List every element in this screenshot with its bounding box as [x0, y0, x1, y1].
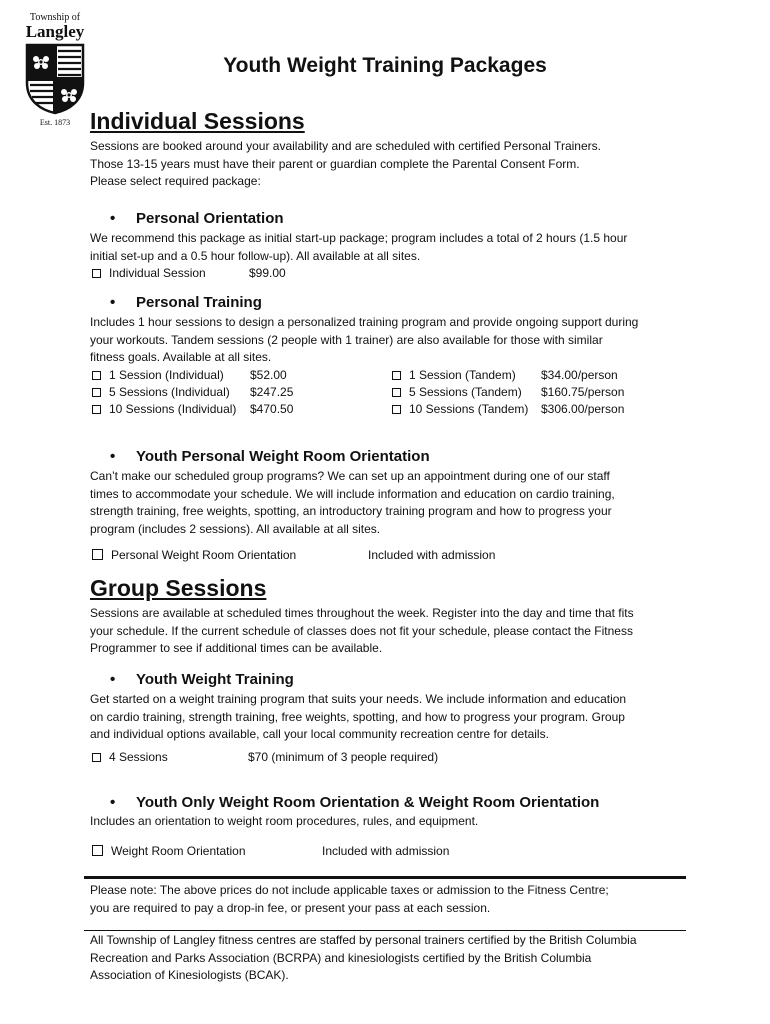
desc-line: initial set-up and a 0.5 hour follow-up). All available at all sites.: [90, 248, 421, 263]
desc-line: strength training, free weights, spotting, an introductory training program and how to progress your: [90, 504, 612, 518]
youth-only-orientation-heading: [110, 794, 599, 811]
note-divider: [84, 876, 686, 879]
desc-line: fitness goals. Available at all sites.: [90, 350, 272, 364]
document-title: Youth Weight Training Packages: [223, 54, 547, 77]
intro-line: your schedule. If the current schedule of classes does not fit your schedule, please contact the Fitness: [90, 623, 633, 638]
checkbox-icon[interactable]: [92, 845, 103, 856]
option-price: $470.50: [250, 402, 294, 416]
option-10-sessions-tandem[interactable]: [392, 401, 624, 418]
option-label: Weight Room Orientation: [111, 844, 246, 858]
logo-line2: Langley: [25, 22, 85, 41]
option-10-sessions-individual[interactable]: [92, 401, 293, 418]
intro-line: Sessions are available at scheduled times throughout the week. Register into the day and time that fits: [90, 606, 634, 620]
checkbox-icon[interactable]: [92, 371, 101, 380]
note-line: Please note: The above prices do not include applicable taxes or admission to the Fitness Centre;: [90, 883, 609, 897]
option-5-sessions-individual[interactable]: [92, 384, 293, 401]
youth-weight-training-heading: [110, 671, 294, 688]
desc-line: and individual options available, call your local community recreation centre for details.: [90, 727, 549, 741]
logo-established: Est. 1873: [39, 118, 71, 127]
bullet-heading-text: Personal Training: [136, 294, 262, 311]
checkbox-icon[interactable]: [92, 388, 101, 397]
desc-line: times to accommodate your schedule. We will include information and education on cardio training,: [90, 486, 615, 501]
price-note: [90, 882, 680, 917]
option-label: 1 Session (Individual): [109, 368, 224, 382]
footer-line: All Township of Langley fitness centres are staffed by personal trainers certified by the British Columbia: [90, 933, 637, 947]
option-label: Individual Session: [109, 266, 206, 280]
individual-intro: [90, 138, 680, 191]
option-label: 5 Sessions (Individual): [109, 385, 230, 399]
option-individual-session[interactable]: [92, 265, 286, 282]
desc-line: We recommend this package as initial start-up package; program includes a total of 2 hours (1.5 hour: [90, 231, 628, 245]
option-price: $34.00/person: [541, 368, 618, 382]
checkbox-icon[interactable]: [392, 388, 401, 397]
footer-line: Recreation and Parks Association (BCRPA) and kinesiologists certified by the British Columbia: [90, 950, 592, 965]
certification-footer: [90, 932, 680, 985]
option-personal-weight-room-orientation[interactable]: [92, 547, 495, 564]
footer-line: Association of Kinesiologists (BCAK).: [90, 968, 289, 982]
option-label: 10 Sessions (Individual): [109, 402, 237, 416]
personal-training-heading: [110, 294, 262, 311]
note-line: you are required to pay a drop-in fee, or present your pass at each session.: [90, 900, 491, 915]
youth-personal-orientation-desc: [90, 468, 680, 538]
youth-personal-orientation-heading: [110, 448, 430, 465]
desc-line: Can’t make our scheduled group programs? We can set up an appointment during one of our staff: [90, 469, 610, 483]
group-intro: [90, 605, 680, 658]
logo-line1: Township of: [29, 12, 81, 23]
desc-line: Includes 1 hour sessions to design a personalized training program and provide ongoing support during: [90, 315, 639, 329]
option-price: $160.75/person: [541, 385, 625, 399]
option-label: Personal Weight Room Orientation: [111, 548, 297, 562]
checkbox-icon[interactable]: [92, 405, 101, 414]
checkbox-icon[interactable]: [392, 405, 401, 414]
bullet-icon: •: [110, 210, 116, 227]
desc-line: program (includes 2 sessions). All available at all sites.: [90, 521, 381, 536]
bullet-heading-text: Youth Personal Weight Room Orientation: [136, 448, 430, 465]
group-sessions-heading: Group Sessions: [90, 575, 267, 601]
option-label: 1 Session (Tandem): [409, 368, 516, 382]
bullet-icon: •: [110, 448, 116, 465]
bullet-heading-text: Youth Only Weight Room Orientation & Weight Room Orientation: [136, 794, 600, 811]
bullet-heading-text: Personal Orientation: [136, 210, 284, 227]
youth-only-orientation-desc: Includes an orientation to weight room procedures, rules, and equipment.: [90, 814, 479, 828]
bullet-heading-text: Youth Weight Training: [136, 671, 294, 688]
personal-training-desc: [90, 314, 680, 367]
option-1-session-individual[interactable]: [92, 367, 287, 384]
option-1-session-tandem[interactable]: [392, 367, 618, 384]
personal-orientation-heading: [110, 210, 284, 227]
option-price: $247.25: [250, 385, 294, 399]
checkbox-icon[interactable]: [92, 753, 101, 762]
option-4-sessions[interactable]: [92, 749, 438, 766]
desc-line: your workouts. Tandem sessions (2 people with 1 trainer) are also available for those with similar: [90, 332, 603, 347]
intro-line: Sessions are booked around your availability and are scheduled with certified Personal Trainers.: [90, 139, 601, 153]
intro-line: Those 13-15 years must have their parent or guardian complete the Parental Consent Form.: [90, 156, 580, 171]
footer-divider: [84, 930, 686, 931]
option-weight-room-orientation[interactable]: [92, 843, 449, 860]
youth-weight-training-desc: [90, 691, 680, 744]
option-label: 5 Sessions (Tandem): [409, 385, 522, 399]
desc-line: Get started on a weight training program that suits your needs. We include information and education: [90, 692, 627, 706]
option-price: Included with admission: [322, 844, 450, 858]
desc-line: on cardio training, strength training, free weights, spotting, and how to progress your program. Group: [90, 709, 625, 724]
option-price: $70 (minimum of 3 people required): [248, 750, 439, 764]
option-label: 10 Sessions (Tandem): [409, 402, 529, 416]
individual-sessions-heading: Individual Sessions: [90, 108, 305, 134]
option-label: 4 Sessions: [109, 750, 168, 764]
bullet-icon: •: [110, 794, 116, 811]
intro-line: Programmer to see if additional times can be available.: [90, 641, 383, 655]
intro-line: Please select required package:: [90, 174, 261, 188]
option-5-sessions-tandem[interactable]: [392, 384, 624, 401]
bullet-icon: •: [110, 671, 116, 688]
option-price: $306.00/person: [541, 402, 625, 416]
option-price: $52.00: [250, 368, 287, 382]
checkbox-icon[interactable]: [92, 269, 101, 278]
personal-orientation-desc: [90, 230, 680, 265]
option-price: $99.00: [249, 266, 286, 280]
checkbox-icon[interactable]: [392, 371, 401, 380]
option-price: Included with admission: [368, 548, 496, 562]
bullet-icon: •: [110, 294, 116, 311]
checkbox-icon[interactable]: [92, 549, 103, 560]
